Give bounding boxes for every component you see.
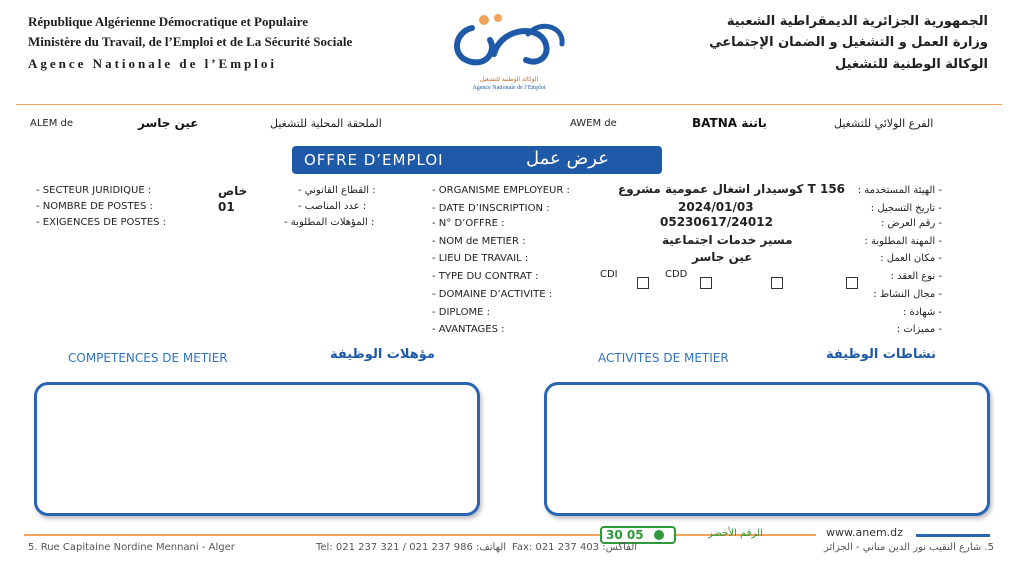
footer-line-left: [24, 534, 600, 536]
field-postes-label: - NOMBRE DE POSTES :: [36, 201, 153, 212]
contract-other-checkbox[interactable]: [771, 277, 783, 289]
header-ar-line2: وزارة العمل و التشغيل و الضمان الإجتماعي: [709, 35, 988, 50]
activites-title-fr: ACTIVITES DE METIER: [598, 351, 729, 365]
contract-ar-checkbox[interactable]: [846, 277, 858, 289]
field-lieu-ar: - مكان العمل :: [880, 253, 942, 264]
field-domaine-label: - DOMAINE D’ACTIVITE :: [432, 289, 553, 300]
footer-address-ar: 5. شارع النقيب نور الدين مناني - الجزائر: [823, 542, 994, 553]
green-number: 30 05: [606, 528, 644, 542]
green-number-label: الرقم الأخضر: [708, 528, 763, 539]
offer-banner: [292, 146, 662, 174]
field-offre-value: 05230617/24012: [660, 215, 773, 229]
field-secteur-label: - SECTEUR JURIDIQUE :: [36, 185, 152, 196]
field-date-value: 2024/01/03: [678, 200, 754, 214]
field-avantages-ar: - مميزات :: [896, 324, 942, 335]
header-fr-line2: Ministère du Travail, de l’Emploi et de La Sécurité Sociale: [28, 34, 353, 49]
field-contrat-ar: - نوع العقد :: [890, 271, 942, 282]
alem-label: ALEM de: [30, 118, 74, 129]
field-avantages-label: - AVANTAGES :: [432, 324, 505, 335]
field-offre-ar: - رقم العرض :: [880, 218, 942, 229]
competences-box[interactable]: [34, 382, 480, 516]
footer-address-fr: 5. Rue Capitaine Nordine Mennani - Alger: [28, 542, 235, 553]
activites-title-ar: نشاطات الوظيفة: [826, 347, 936, 362]
logo-arabic-caption: الوكالة الوطنية للتشغيل: [479, 76, 539, 83]
footer-tel: Tel: 021 237 321 / 021 237 986 :الهاتف: [316, 542, 507, 553]
field-lieu-label: - LIEU DE TRAVAIL :: [432, 253, 529, 264]
phone-icon: [654, 530, 664, 540]
field-lieu-value: عين جاسر: [692, 250, 753, 264]
competences-title-fr: COMPETENCES DE METIER: [68, 351, 228, 365]
header-ar-line1: الجمهورية الجزائرية الديمقراطية الشعبية: [726, 14, 988, 29]
logo-french-caption: Agence Nationale de l’Emploi: [472, 85, 546, 91]
website[interactable]: www.anem.dz: [826, 526, 903, 539]
footer-fax: Fax: 021 237 403 :الفاكس: [512, 542, 638, 553]
field-date-label: - DATE D’INSCRIPTION :: [432, 203, 550, 214]
field-diplome-label: - DIPLOME :: [432, 307, 491, 318]
contract-cdi-label: CDI: [600, 269, 618, 280]
banner-title-ar: عرض عمل: [526, 148, 609, 169]
header-ar-line3: الوكالة الوطنية للتشغيل: [835, 57, 988, 72]
awem-label: AWEM de: [570, 118, 617, 129]
field-postes-value: 01: [218, 200, 235, 214]
right-fields: [432, 183, 942, 343]
contract-cdi-checkbox[interactable]: [637, 277, 649, 289]
anem-logo: [444, 10, 574, 96]
anem-logo-icon: [444, 10, 574, 76]
field-secteur-value: خاص: [218, 184, 248, 198]
footer-line-right: [916, 534, 990, 537]
header-fr-line1: République Algérienne Démocratique et Populaire: [28, 14, 308, 29]
contract-cdd-label: CDD: [665, 269, 688, 280]
alem-arabic-label: الملحقة المحلية للتشغيل: [270, 117, 382, 130]
header-fr-line3: Agence Nationale de l’Emploi: [28, 56, 278, 71]
field-diplome-ar: - شهادة :: [902, 307, 942, 318]
field-secteur-ar: - القطاع القانوني :: [298, 185, 376, 196]
field-metier-value: مسير خدمات اجتماعية: [662, 233, 793, 247]
contract-cdd-checkbox[interactable]: [700, 277, 712, 289]
field-organisme-ar: - الهيئة المستخدمة :: [857, 185, 942, 196]
field-metier-ar: - المهنة المطلوبة :: [864, 236, 942, 247]
field-organisme-value: كوسيدار اشغال عمومية مشروع T 156: [618, 182, 846, 196]
banner-title-fr: OFFRE D’EMPLOI: [304, 151, 444, 169]
field-organisme-label: - ORGANISME EMPLOYEUR :: [432, 185, 570, 196]
awem-arabic-label: الفرع الولائي للتشغيل: [834, 117, 934, 130]
activites-box[interactable]: [544, 382, 990, 516]
field-date-ar: - تاريخ التسجيل :: [870, 203, 942, 214]
field-contrat-label: - TYPE DU CONTRAT :: [432, 271, 539, 282]
competences-title-ar: مؤهلات الوظيفة: [330, 347, 435, 362]
field-exigences-ar: - المؤهلات المطلوبة :: [284, 217, 375, 228]
field-postes-ar: - عدد المناصب :: [298, 201, 367, 212]
field-metier-label: - NOM de METIER :: [432, 236, 526, 247]
field-domaine-ar: - مجال النشاط :: [873, 289, 942, 300]
field-exigences-label: - EXIGENCES DE POSTES :: [36, 217, 167, 228]
awem-value: BATNA باتنة: [692, 116, 767, 130]
field-offre-label: - N° D’OFFRE :: [432, 218, 505, 229]
alem-value: عين جاسر: [138, 116, 199, 130]
header-divider: [16, 104, 1002, 105]
